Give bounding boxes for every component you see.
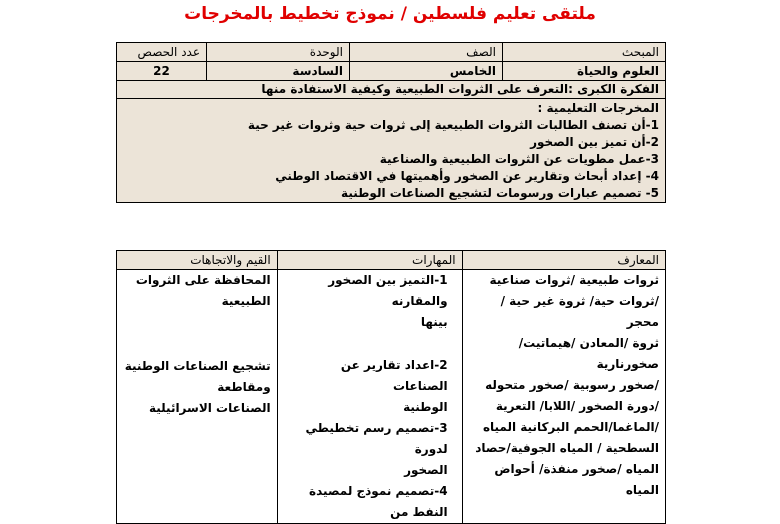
outcome-item: 1-أن تصنف الطالبات الثروات الطبيعية إلى ثروات حية وثروات غير حية bbox=[247, 118, 659, 132]
content-table bbox=[116, 250, 666, 524]
header-subject: المبحث bbox=[503, 43, 666, 62]
knowledge-line: ثروة /المعادن /هيماتيت/صخورنارية bbox=[518, 336, 659, 371]
learning-outcomes bbox=[117, 99, 666, 203]
skill-line: 1-التميز بين الصخور والمقارنه bbox=[328, 273, 448, 308]
header-values: القيم والاتجاهات bbox=[117, 251, 278, 270]
knowledge-line: /الماغما/الحمم البركانية المياه bbox=[482, 420, 659, 434]
lesson-info-table bbox=[116, 42, 666, 203]
outcome-item: 4- إعداد أبحاث وتقارير عن الصخور وأهميتها في الاقتصاد الوطني bbox=[275, 169, 659, 183]
skill-line: 2-اعداد تقارير عن الصناعات bbox=[340, 358, 448, 393]
skill-line: 4-تصميم نموذج لمصيدة النفط من bbox=[309, 484, 448, 519]
values-cell bbox=[117, 270, 278, 524]
knowledge-line: السطحية / المياه الجوفية/حصاد bbox=[475, 441, 659, 455]
value-line: الصناعات الاسرائيلية bbox=[148, 401, 271, 415]
skill-line: الوطنية bbox=[403, 400, 448, 414]
value-line: تشجيع الصناعات الوطنية ومقاطعة bbox=[124, 359, 271, 394]
value-subject: العلوم والحياة bbox=[503, 62, 666, 81]
value-grade: الخامس bbox=[350, 62, 503, 81]
value-sessions: 22 bbox=[117, 62, 207, 81]
knowledge-line: /دورة الصخور /اللابا/ التعرية bbox=[495, 399, 659, 413]
outcome-item: 5- تصميم عبارات ورسومات لتشجيع الصناعات الوطنية bbox=[341, 186, 659, 200]
knowledge-line: /صخور رسوبية /صخور متحوله bbox=[485, 378, 659, 392]
knowledge-line: المياه /صخور منفذة/ أحواض المياه bbox=[494, 462, 659, 497]
header-skills: المهارات bbox=[277, 251, 462, 270]
header-grade: الصف bbox=[350, 43, 503, 62]
header-unit: الوحدة bbox=[207, 43, 350, 62]
knowledge-cell bbox=[462, 270, 665, 524]
skill-line: بينها bbox=[420, 315, 448, 329]
knowledge-line: ثروات طبيعية /ثروات صناعية bbox=[489, 273, 659, 287]
header-sessions: عدد الحصص bbox=[117, 43, 207, 62]
value-unit: السادسة bbox=[207, 62, 350, 81]
outcome-item: 2-أن تميز بين الصخور bbox=[530, 135, 659, 149]
header-knowledge: المعارف bbox=[462, 251, 665, 270]
skill-line: 3-تصميم رسم تخطيطي لدورة bbox=[305, 421, 448, 456]
outcomes-heading: المخرجات التعليمية : bbox=[537, 101, 659, 115]
skills-cell bbox=[277, 270, 462, 524]
main-idea: الفكرة الكبرى :التعرف على الثروات الطبيعية وكيفية الاستفادة منها bbox=[117, 81, 666, 99]
page-title: ملتقى تعليم فلسطين / نموذج تخطيط بالمخرجات bbox=[184, 4, 596, 24]
outcome-item: 3-عمل مطويات عن الثروات الطبيعية والصناعية bbox=[379, 152, 659, 166]
skill-line: الصخور bbox=[404, 463, 448, 477]
value-line: المحافظة على الثروات الطبيعية bbox=[135, 273, 271, 308]
knowledge-line: /ثروات حية/ ثروة غير حية /محجر bbox=[500, 294, 659, 329]
